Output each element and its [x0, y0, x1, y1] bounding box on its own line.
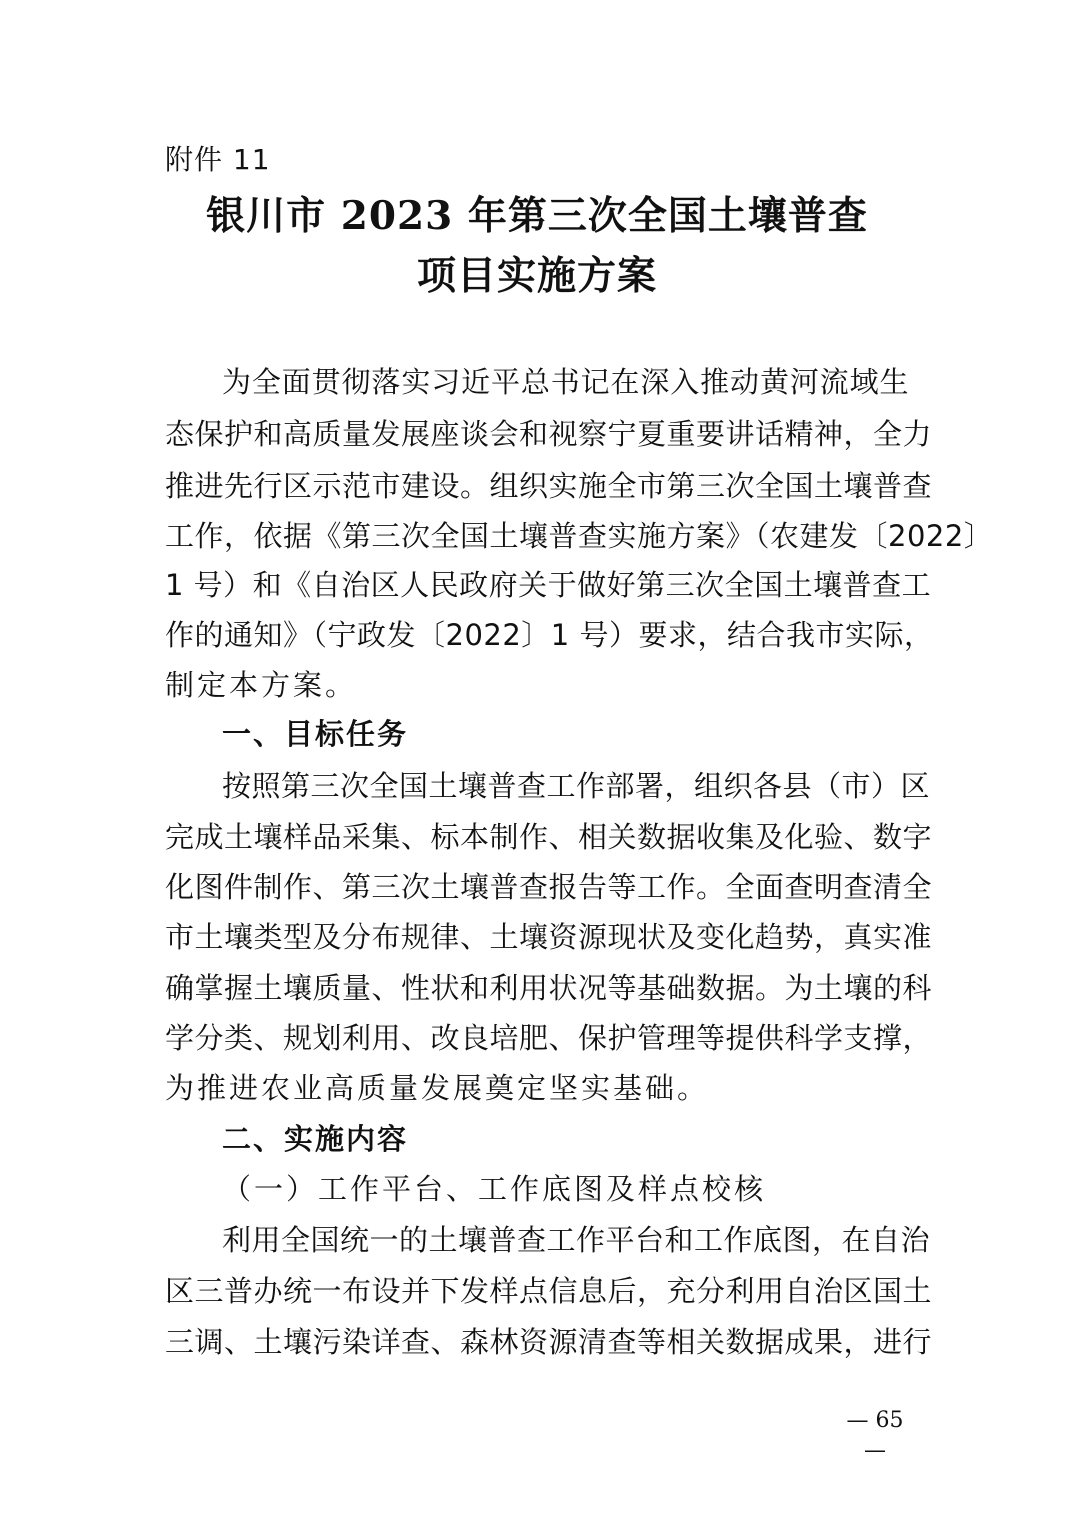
document-title-line-1: 银川市 2023 年第三次全国土壤普查 — [206, 193, 868, 239]
intro-line: 1 号）和《自治区人民政府关于做好第三次全国土壤普查工 — [165, 568, 932, 602]
section1-line: 市土壤类型及分布规律、土壤资源现状及变化趋势，真实准 — [165, 920, 933, 954]
section1-line: 化图件制作、第三次土壤普查报告等工作。全面查明查清全 — [165, 870, 933, 904]
subsection-heading: （一）工作平台、工作底图及样点校核 — [222, 1172, 767, 1206]
intro-line: 推进先行区示范市建设。组织实施全市第三次全国土壤普查 — [165, 469, 933, 503]
section-heading-goals: 一、目标任务 — [222, 717, 409, 751]
section1-line: 按照第三次全国土壤普查工作部署，组织各县（市）区 — [222, 769, 931, 803]
section1-line: 确掌握土壤质量、性状和利用状况等基础数据。为土壤的科 — [165, 971, 933, 1005]
section-heading-content: 二、实施内容 — [222, 1122, 409, 1156]
section1-line: 完成土壤样品采集、标本制作、相关数据收集及化验、数字 — [165, 820, 933, 854]
intro-line: 工作，依据《第三次全国土壤普查实施方案》（农建发〔2022〕 — [165, 519, 994, 553]
section1-line: 学分类、规划利用、改良培肥、保护管理等提供科学支撑， — [165, 1021, 933, 1055]
section1-line: 为推进农业高质量发展奠定坚实基础。 — [165, 1071, 710, 1105]
intro-line: 为全面贯彻落实习近平总书记在深入推动黄河流域生 — [222, 365, 909, 399]
section2-line: 利用全国统一的土壤普查工作平台和工作底图，在自治 — [222, 1223, 931, 1257]
attachment-label: 附件 11 — [165, 143, 271, 176]
intro-line: 态保护和高质量发展座谈会和视察宁夏重要讲话精神，全力 — [165, 417, 933, 451]
section2-line: 三调、土壤污染详查、森林资源清查等相关数据成果，进行 — [165, 1325, 933, 1359]
document-title-line-2: 项目实施方案 — [416, 253, 657, 299]
intro-line: 作的通知》（宁政发〔2022〕1 号）要求，结合我市实际， — [165, 618, 934, 652]
page-number: — 65 — — [846, 1408, 904, 1463]
section2-line: 区三普办统一布设并下发样点信息后，充分利用自治区国土 — [165, 1274, 933, 1308]
intro-line: 制定本方案。 — [165, 668, 358, 702]
